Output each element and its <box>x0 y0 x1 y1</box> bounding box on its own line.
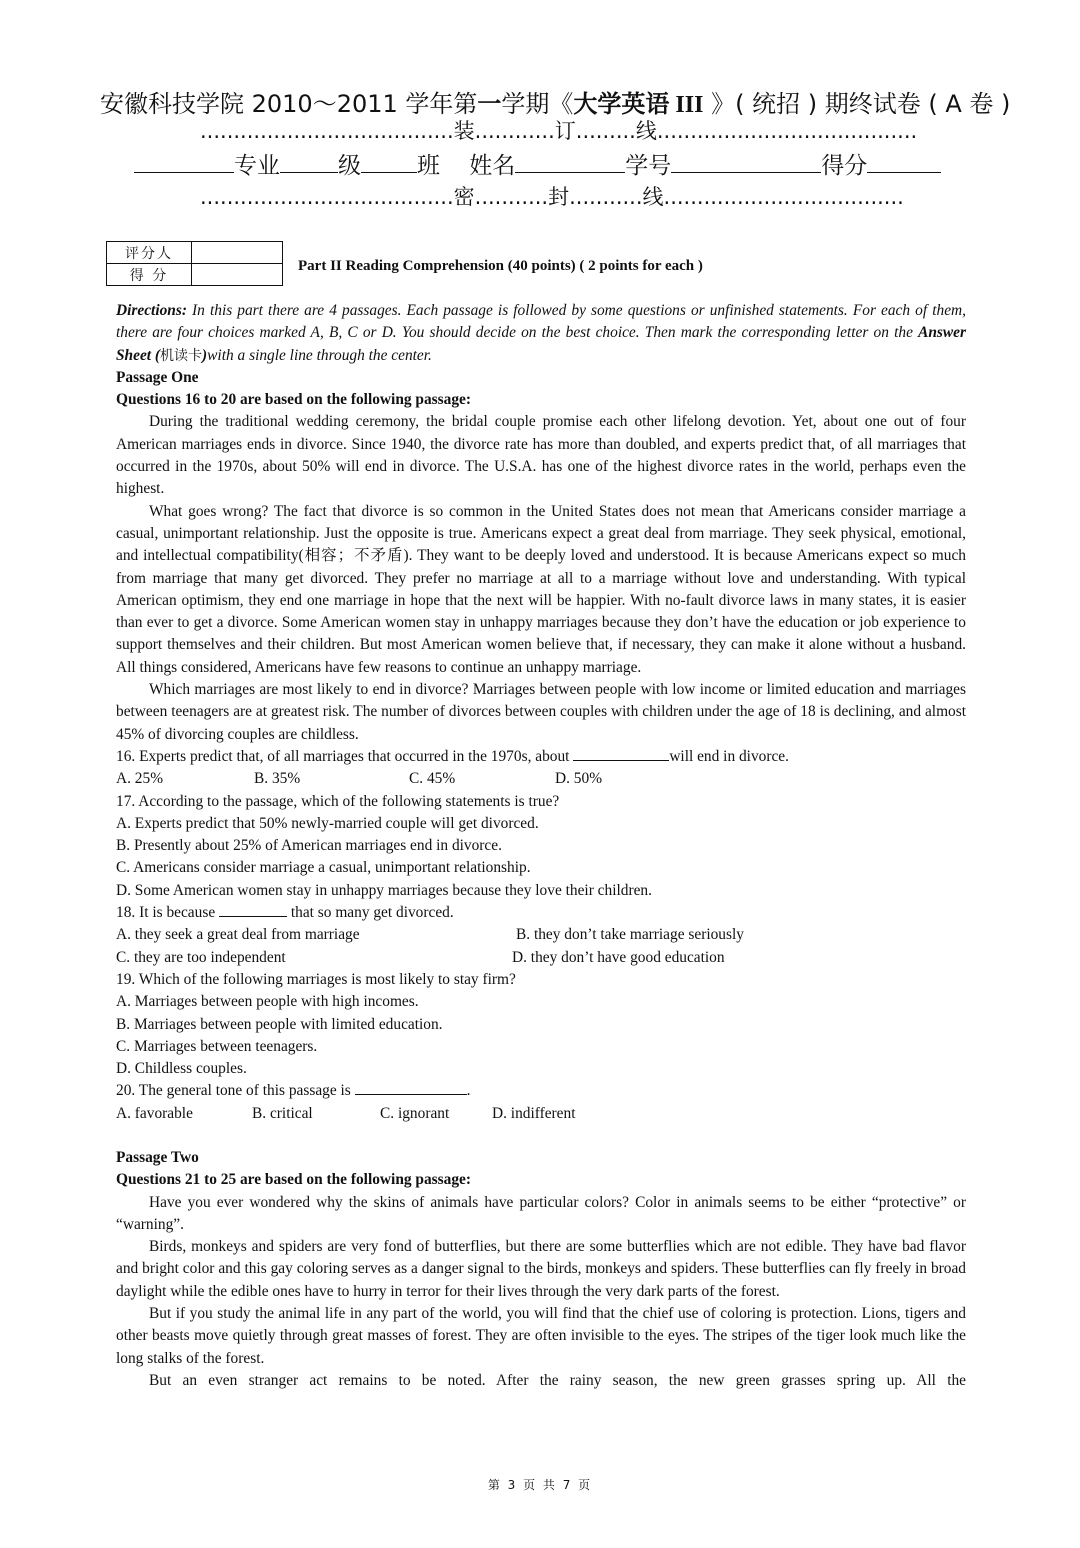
option-c[interactable]: C. 45% <box>409 770 456 788</box>
passage-two-instruction: Questions 21 to 25 are based on the following passage: <box>116 1171 472 1189</box>
option-a[interactable]: A. 25% <box>116 770 164 788</box>
option-b[interactable]: B. 35% <box>254 770 301 788</box>
directions <box>116 300 966 367</box>
title-semester: 一 <box>477 90 502 118</box>
exam-title <box>100 84 1011 119</box>
passage-one-paragraph: During the traditional wedding ceremony, the bridal couple promise each other lifelong devotion. Yet, about one out of four American marriages ends in divorce. Since 1940, the divorce rate has more than doubled, and experts predict that, of all marriages that occurred in the 1970s, about 50% will end in divorce. The U.S.A. has one of the highest divorce rates in the world, perhaps even the highest. <box>116 413 966 498</box>
question-19: 19. Which of the following marriages is most likely to stay firm? <box>116 970 516 988</box>
question-20 <box>116 1080 966 1102</box>
question-16-options <box>116 768 966 790</box>
name-label: 姓名 <box>469 153 516 179</box>
title-prefix: 安徽科技学院 2010～2011 学年第 <box>100 90 478 118</box>
question-stem-end: will end in divorce. <box>669 747 789 765</box>
name-blank[interactable] <box>515 150 625 173</box>
major-label: 专业 <box>234 153 280 179</box>
question-16 <box>116 746 966 768</box>
option-a[interactable]: A. favorable <box>116 1104 193 1122</box>
answer-blank <box>355 1080 467 1095</box>
page-footer: 第 3 页 共 7 页 <box>487 1478 593 1492</box>
passage-one-instruction: Questions 16 to 20 are based on the following passage: <box>116 391 472 409</box>
directions-text: In this part there are 4 passages. Each passage is followed by some questions or unfinished statements. For each of them, there are four choices marked A, B, C or D. You should decide on the best choice. Then mark the corresponding letter on the <box>116 302 966 342</box>
option-a[interactable]: A. they seek a great deal from marriage <box>116 926 360 944</box>
passage-one-title: Passage One <box>116 368 199 386</box>
option-b[interactable]: B. critical <box>252 1104 313 1122</box>
class-blank[interactable] <box>361 150 417 173</box>
passage-one-paragraph: What goes wrong? The fact that divorce is so common in the United States does not mean that Americans consider marriage a casual, unimportant relationship. Just the opposite is true. Americans expect a great deal from marriage. They seek physical, emotional, and intellectual compatibility(相容；不矛盾). They want to be deeply loved and understood. It is because Americans expect so much from marriage that many get divorced. They prefer no marriage at all to a marriage without love and understanding. With typical American optimism, they end one marriage in hope that the next will be happier. With no-fault divorce laws in many states, it is easier than ever to get a divorce. Some American women stay in unhappy marriages because they don’t have the education or job experience to support themselves and their children. But most American women believe that, if necessary, they can make it alone without a husband. All things considered, Americans have few reasons to continue an unhappy marriage. <box>116 502 966 676</box>
grader-label: 评分人 <box>107 242 192 264</box>
answer-sheet-close: ) <box>202 346 208 364</box>
option-c[interactable]: C. Marriages between teenagers. <box>116 1037 318 1055</box>
question-18-options-row1 <box>116 924 966 946</box>
grade-blank[interactable] <box>280 150 338 173</box>
passage-two-title: Passage Two <box>116 1148 199 1166</box>
major-blank[interactable] <box>134 150 234 173</box>
option-a[interactable]: A. Experts predict that 50% newly-married couple will get divorced. <box>116 814 539 832</box>
question-stem: 20. The general tone of this passage is <box>116 1082 355 1100</box>
question-20-options <box>116 1103 966 1125</box>
part-heading: Part II Reading Comprehension (40 points) ( 2 points for each ) <box>298 258 703 274</box>
student-id-label: 学号 <box>625 153 672 179</box>
question-stem: 18. It is because <box>116 904 220 922</box>
question-17: 17. According to the passage, which of the following statements is true? <box>116 792 560 810</box>
title-course: 大学英语 III <box>573 92 704 118</box>
option-d[interactable]: D. they don’t have good education <box>512 948 725 966</box>
option-d[interactable]: D. Some American women stay in unhappy marriages because they love their children. <box>116 881 652 899</box>
option-b[interactable]: B. Marriages between people with limited education. <box>116 1015 443 1033</box>
option-d[interactable]: D. Childless couples. <box>116 1060 247 1078</box>
option-a[interactable]: A. Marriages between people with high incomes. <box>116 993 419 1011</box>
passage-two-paragraph: But an even stranger act remains to be noted. After the rainy season, the new green grasses spring up. All the <box>149 1371 966 1389</box>
option-c[interactable]: C. ignorant <box>380 1104 450 1122</box>
score-label: 得分 <box>821 153 868 179</box>
section-gap <box>116 1125 966 1147</box>
title-suffix: 》( 统招 ) 期终试卷 ( A 卷 ) <box>703 90 1011 118</box>
passage-two-paragraph: Birds, monkeys and spiders are very fond of butterflies, but there are some butterflies which are not edible. They have bad flavor and bright color and this gay coloring serves as a danger signal to the birds, monkeys and spiders. These butterflies can fly freely in broad daylight while the edible ones have to hurry in terror for their lives through the very dark parts of the forest. <box>116 1238 966 1300</box>
option-c[interactable]: C. Americans consider marriage a casual, unimportant relationship. <box>116 859 531 877</box>
class-label: 班 <box>417 153 440 179</box>
option-d[interactable]: D. 50% <box>555 770 603 788</box>
student-info-line <box>134 147 974 180</box>
passage-two-paragraph: Have you ever wondered why the skins of animals have particular colors? Color in animals seems to be either “protective” or “warning”. <box>116 1193 966 1233</box>
passage-one-paragraph: Which marriages are most likely to end in divorce? Marriages between people with low income or limited education and marriages between teenagers are at greatest risk. The number of divorces between couples with children under the age of 18 is declining, and almost 45% of divorcing couples are childless. <box>116 681 966 743</box>
question-18 <box>116 902 966 924</box>
score-box <box>106 241 283 286</box>
answer-blank <box>219 902 287 917</box>
score-cell[interactable] <box>192 264 283 286</box>
grade-label: 级 <box>338 153 361 179</box>
answer-sheet-label: Answer Sheet ( <box>116 324 966 364</box>
directions-label: Directions: <box>116 302 187 319</box>
option-b[interactable]: B. Presently about 25% of American marriages end in divorce. <box>116 837 502 855</box>
student-id-blank[interactable] <box>671 150 821 173</box>
binding-line-bottom: ......................................密...........封...........线.................................... <box>200 185 904 209</box>
score-blank[interactable] <box>867 150 941 173</box>
passage-two-paragraph: But if you study the animal life in any part of the world, you will find that the chief use of coloring is protection. Lions, tigers and other beasts move quietly through great masses of forest. They are often invisible to the eyes. The stripes of the tiger look much like the long stalks of the forest. <box>116 1305 966 1367</box>
option-b[interactable]: B. they don’t take marriage seriously <box>516 926 744 944</box>
answer-sheet-cn: 机读卡 <box>160 347 203 364</box>
title-mid: 学期《 <box>501 90 574 118</box>
answer-blank <box>573 746 669 761</box>
question-18-options-row2 <box>116 947 966 969</box>
binding-line-top: ......................................装............订.........线....................................... <box>200 119 918 143</box>
score-box-label: 得 分 <box>107 264 192 286</box>
option-c[interactable]: C. they are too independent <box>116 948 286 966</box>
question-stem-end: that so many get divorced. <box>287 904 454 922</box>
directions-text-end: with a single line through the center. <box>207 346 432 364</box>
grader-cell[interactable] <box>192 242 283 264</box>
question-stem: 16. Experts predict that, of all marriages that occurred in the 1970s, about <box>116 747 574 765</box>
option-d[interactable]: D. indifferent <box>492 1104 576 1122</box>
exam-body <box>116 300 966 1392</box>
question-stem-end: . <box>466 1082 471 1100</box>
